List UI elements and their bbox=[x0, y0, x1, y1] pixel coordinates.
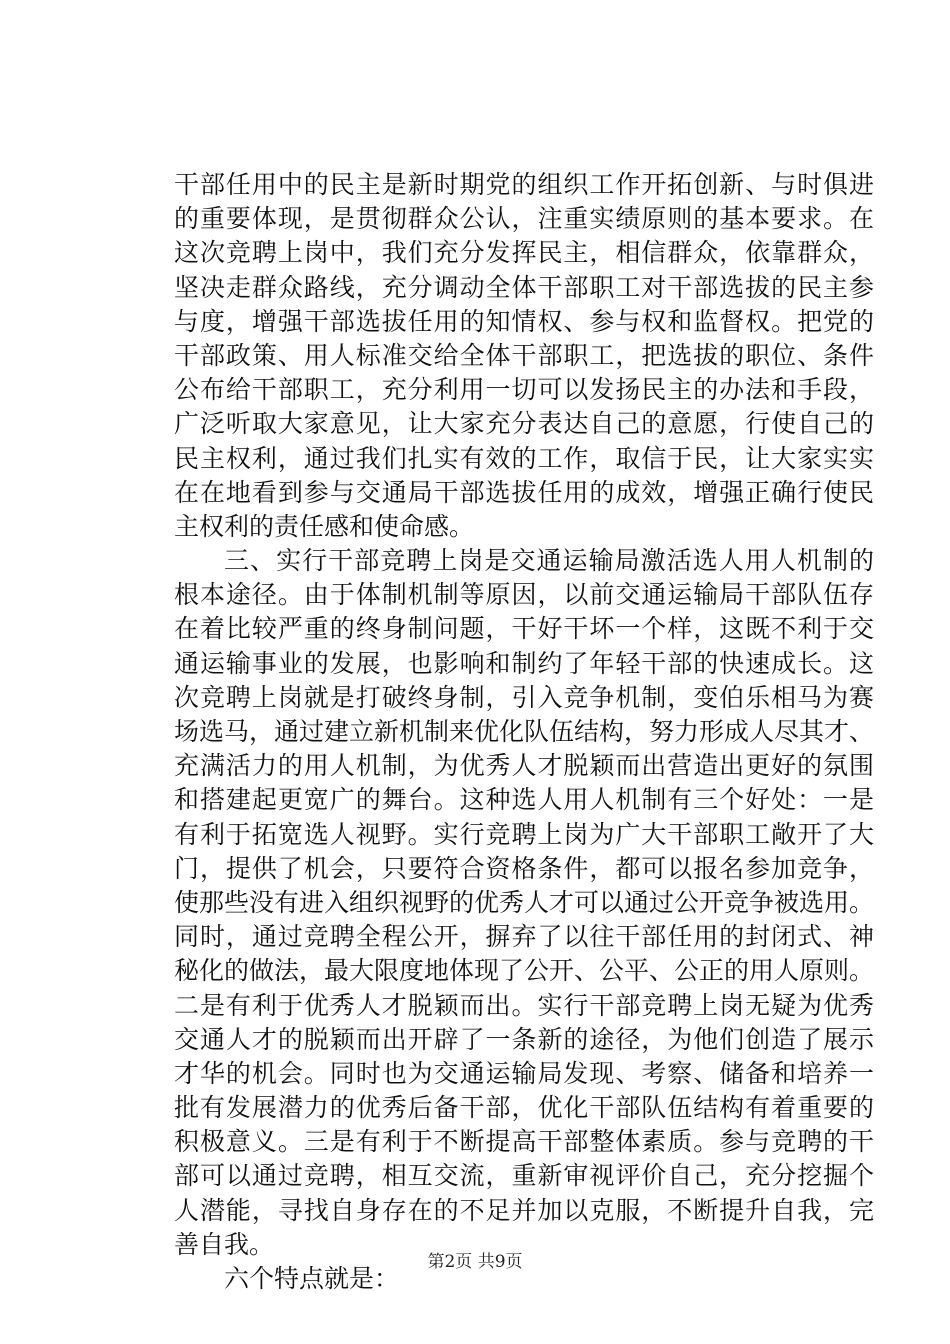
page-footer: 第2页 共9页 bbox=[427, 1252, 523, 1272]
document-body bbox=[174, 168, 874, 1296]
text-line: 积极意义。三是有利于不断提高干部整体素质。参与竞聘的干 bbox=[174, 1127, 874, 1157]
text-line: 使那些没有进入组织视野的优秀人才可以通过公开竞争被选用。 bbox=[174, 887, 875, 917]
text-line: 这次竞聘上岗中，我们充分发挥民主，相信群众，依靠群众， bbox=[174, 238, 874, 268]
text-line: 的重要体现，是贯彻群众公认，注重实绩原则的基本要求。在 bbox=[174, 204, 874, 234]
text-line: 交通人才的脱颖而出开辟了一条新的途径，为他们创造了展示 bbox=[174, 1024, 874, 1054]
text-line: 有利于拓宽选人视野。实行竞聘上岗为广大干部职工敞开了大 bbox=[174, 819, 874, 849]
text-line: 主权利的责任感和使命感。 bbox=[174, 511, 475, 541]
text-line: 在着比较严重的终身制问题，干好干坏一个样，这既不利于交 bbox=[174, 614, 874, 644]
text-line: 才华的机会。同时也为交通运输局发现、考察、储备和培养一 bbox=[174, 1058, 874, 1088]
text-line: 次竞聘上岗就是打破终身制，引入竞争机制，变伯乐相马为赛 bbox=[174, 682, 874, 712]
text-line: 坚决走群众路线，充分调动全体干部职工对干部选拔的民主参 bbox=[174, 272, 874, 302]
text-line: 和搭建起更宽广的舞台。这种选人用人机制有三个好处：一是 bbox=[174, 785, 874, 815]
text-line: 秘化的做法，最大限度地体现了公开、公平、公正的用人原则。 bbox=[174, 956, 875, 986]
text-line: 民主权利，通过我们扎实有效的工作，取信于民，让大家实实 bbox=[174, 443, 874, 473]
text-line: 二是有利于优秀人才脱颖而出。实行干部竞聘上岗无疑为优秀 bbox=[174, 990, 874, 1020]
text-line: 人潜能，寻找自身存在的不足并加以克服，不断提升自我，完 bbox=[174, 1195, 874, 1225]
text-line: 干部政策、用人标准交给全体干部职工，把选拔的职位、条件 bbox=[174, 340, 874, 370]
text-line: 公布给干部职工，充分利用一切可以发扬民主的办法和手段， bbox=[174, 375, 874, 405]
text-line: 六个特点就是： bbox=[224, 1264, 400, 1293]
text-line: 同时，通过竞聘全程公开，摒弃了以往干部任用的封闭式、神 bbox=[174, 922, 874, 952]
text-line: 三、实行干部竞聘上岗是交通运输局激活选人用人机制的 bbox=[224, 546, 874, 576]
text-line: 根本途径。由于体制机制等原因，以前交通运输局干部队伍存 bbox=[174, 580, 874, 610]
text-line: 善自我。 bbox=[174, 1229, 275, 1259]
text-line: 充满活力的用人机制，为优秀人才脱颖而出营造出更好的氛围 bbox=[174, 751, 874, 781]
text-line: 与度，增强干部选拔任用的知情权、参与权和监督权。把党的 bbox=[174, 306, 874, 336]
text-line: 门，提供了机会，只要符合资格条件，都可以报名参加竞争， bbox=[174, 853, 874, 883]
text-line: 通运输事业的发展，也影响和制约了年轻干部的快速成长。这 bbox=[174, 648, 874, 678]
text-line: 在在地看到参与交通局干部选拔任用的成效，增强正确行使民 bbox=[174, 477, 874, 507]
text-line: 批有发展潜力的优秀后备干部，优化干部队伍结构有着重要的 bbox=[174, 1093, 874, 1123]
text-line: 干部任用中的民主是新时期党的组织工作开拓创新、与时俱进 bbox=[174, 170, 874, 199]
text-line: 场选马，通过建立新机制来优化队伍结构，努力形成人尽其才、 bbox=[174, 717, 875, 746]
text-line: 部可以通过竞聘，相互交流，重新审视评价自己，充分挖掘个 bbox=[174, 1161, 874, 1191]
text-line: 广泛听取大家意见，让大家充分表达自己的意愿，行使自己的 bbox=[174, 409, 874, 439]
